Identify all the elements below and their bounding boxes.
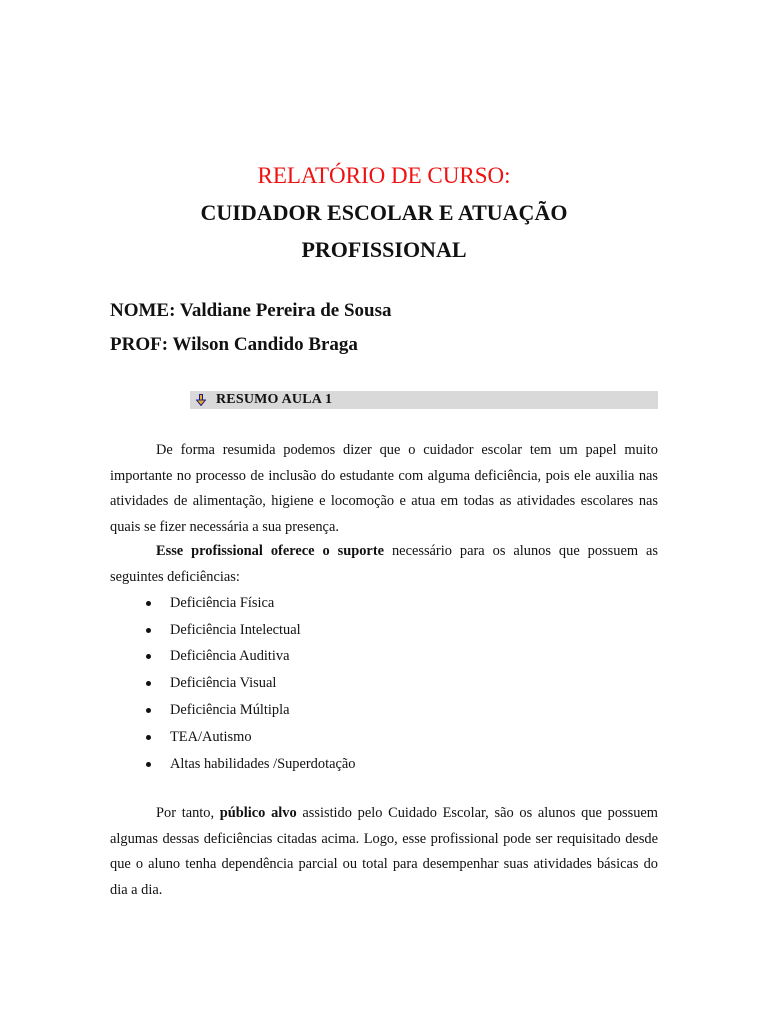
paragraph-support (110, 539, 658, 590)
bullet-icon (146, 735, 151, 740)
bullet-icon (146, 708, 151, 713)
report-title: RELATÓRIO DE CURSO: (257, 163, 511, 188)
list-item (146, 697, 355, 724)
bullet-icon (146, 681, 151, 686)
list-item-label: Deficiência Física (170, 594, 275, 611)
paragraph-intro (110, 438, 658, 540)
list-item-label: Altas habilidades /Superdotação (170, 755, 356, 772)
bullet-icon (146, 601, 151, 606)
paragraph-support-text: necessário para os alunos que possuem as seguintes deficiências: (110, 543, 658, 585)
bullet-icon (146, 628, 151, 633)
course-title-line-1: CUIDADOR ESCOLAR E ATUAÇÃO (200, 200, 568, 225)
list-item (146, 670, 355, 697)
list-item (146, 751, 355, 778)
paragraph-intro-text: De forma resumida podemos dizer que o cuidador escolar tem um papel muito importante no processo de inclusão do estudante com alguma deficiência, pois ele auxilia nas atividades de alimentação, higiene e locomoção e atua em todas as atividades escolares nas quais se fizer necessária a sua presença. (110, 442, 658, 535)
paragraph-support-bold: Esse profissional oferece o suporte (156, 543, 385, 559)
student-name: NOME: Valdiane Pereira de Sousa (110, 300, 392, 321)
list-item-label: Deficiência Intelectual (170, 621, 301, 638)
list-item (146, 617, 355, 644)
list-item (146, 590, 355, 617)
professor-name: PROF: Wilson Candido Braga (110, 334, 358, 355)
bullet-icon (146, 762, 151, 767)
paragraph-target-text-2: assistido pelo Cuidado Escolar, são os alunos que possuem algumas dessas deficiências citadas acima. Logo, esse profissional pode ser requisitado desde que o aluno tenha dependência parcial ou total para desempenhar suas atividades básicas do dia a dia. (110, 805, 658, 898)
list-item (146, 644, 355, 671)
deficiency-list (146, 590, 355, 778)
list-item (146, 724, 355, 751)
paragraph-target-bold: público alvo (219, 805, 297, 821)
list-item-label: TEA/Autismo (170, 728, 252, 745)
list-item-label: Deficiência Visual (170, 675, 277, 692)
down-arrow-icon (190, 394, 212, 406)
section-heading-label: RESUMO AULA 1 (216, 392, 333, 407)
paragraph-target-audience (110, 801, 658, 903)
section-heading (190, 391, 658, 409)
bullet-icon (146, 654, 151, 659)
course-title-line-2: PROFISSIONAL (301, 237, 467, 262)
list-item-label: Deficiência Múltipla (170, 702, 290, 719)
list-item-label: Deficiência Auditiva (170, 648, 290, 665)
paragraph-target-text-1: Por tanto, (156, 805, 220, 821)
